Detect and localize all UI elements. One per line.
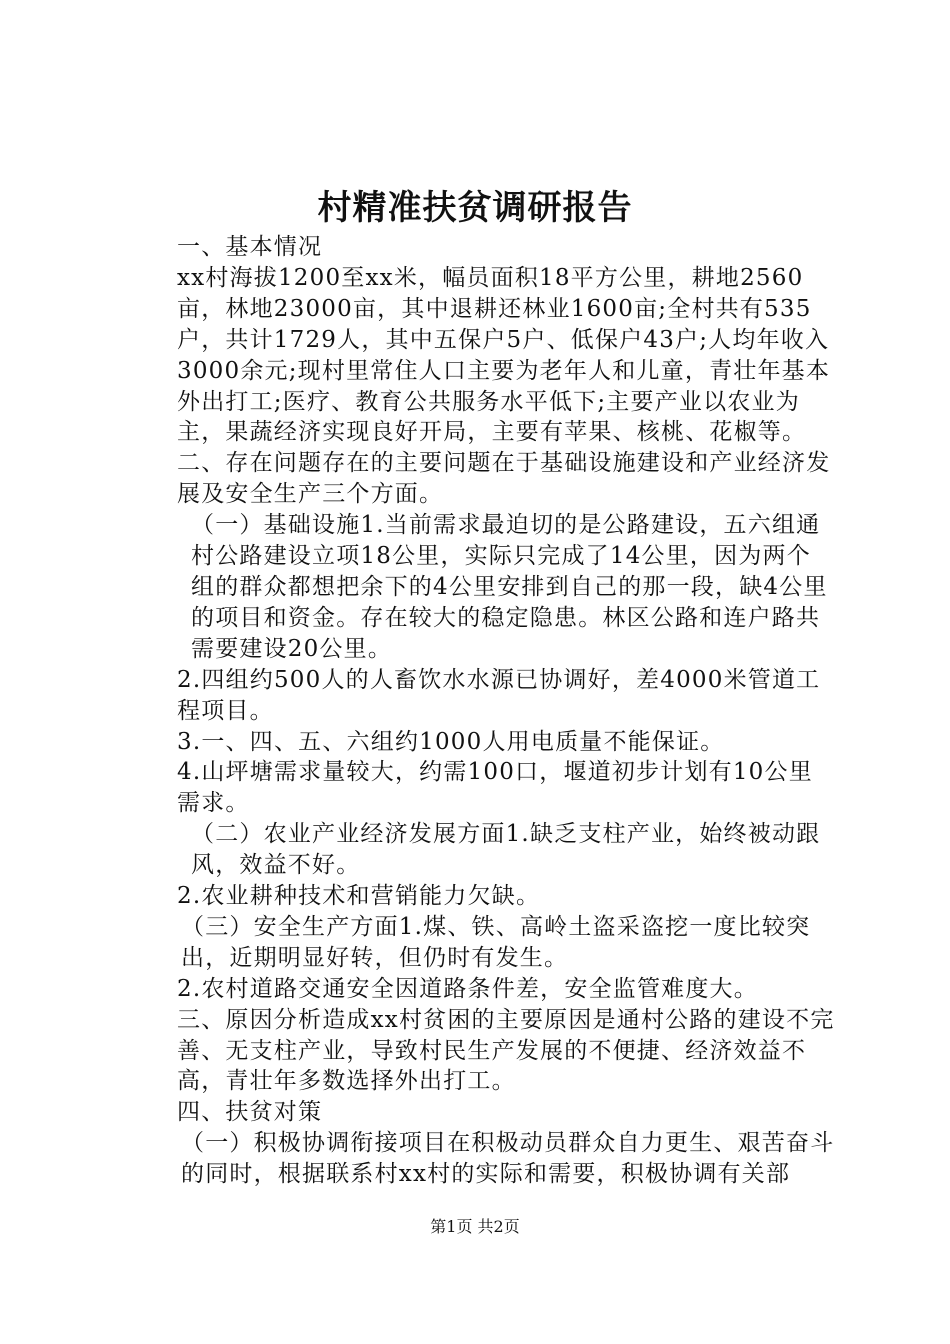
paragraph-measures-1: （一）积极协调衔接项目在积极动员群众自力更生、艰苦奋斗的同时，根据联系村xx村的实际和需要，积极协调有关部 — [181, 1130, 835, 1188]
paragraph-infrastructure-4: 4.山坪塘需求量较大，约需100口，堰道初步计划有10公里需求。 — [177, 759, 813, 817]
paragraph-infrastructure-1: （一）基础设施1.当前需求最迫切的是公路建设，五六组通村公路建设立项18公里，实际只完成了14公里，因为两个组的群众都想把余下的4公里安排到自己的那一段，缺4公里的项目和资金。存在较大的稳定隐患。林区公路和连户路共需要建设20公里。 — [191, 512, 828, 662]
heading-poverty-measures: 四、扶贫对策 — [177, 1099, 323, 1126]
paragraph-agriculture-2: 2.农业耕种技术和营销能力欠缺。 — [177, 883, 541, 910]
paragraph-agriculture-1: （二）农业产业经济发展方面1.缺乏支柱产业，始终被动跟风，效益不好。 — [191, 821, 821, 879]
paragraph-safety-2: 2.农村道路交通安全因道路条件差，安全监管难度大。 — [177, 975, 758, 1002]
paragraph-basic-situation: xx村海拔1200至xx米，幅员面积18平方公里，耕地2560亩，林地23000亩，其中退耕还林业1600亩;全村共有535户，共计1729人，其中五保户5户、低保户43户;人均年收入3000余元;现村里常住人口主要为老年人和儿童，青壮年基本外出打工;医疗、教育公共服务水平低下;主要产业以农业为主，果蔬经济实现良好开局，主要有苹果、核桃、花椒等。 — [177, 264, 831, 446]
document-title: 村精准扶贫调研报告 — [317, 188, 633, 228]
heading-basic-situation: 一、基本情况 — [177, 234, 323, 260]
paragraph-infrastructure-3: 3.一、四、五、六组约1000人用电质量不能保证。 — [177, 728, 725, 755]
document-body — [129, 232, 835, 1190]
paragraph-safety-1: （三）安全生产方面1.煤、铁、高岭土盗采盗挖一度比较突出，近期明显好转，但仍时有发生。 — [181, 913, 811, 971]
paragraph-cause-analysis: 三、原因分析造成xx村贫困的主要原因是通村公路的建设不完善、无支柱产业，导致村民生产发展的不便捷、经济效益不高，青壮年多数选择外出打工。 — [177, 1006, 835, 1095]
paragraph-problems: 二、存在问题存在的主要问题在于基础设施建设和产业经济发展及安全生产三个方面。 — [177, 450, 831, 508]
page-number-footer: 第1页 共2页 — [430, 1217, 520, 1236]
paragraph-infrastructure-2: 2.四组约500人的人畜饮水水源已协调好，差4000米管道工程项目。 — [177, 666, 821, 724]
